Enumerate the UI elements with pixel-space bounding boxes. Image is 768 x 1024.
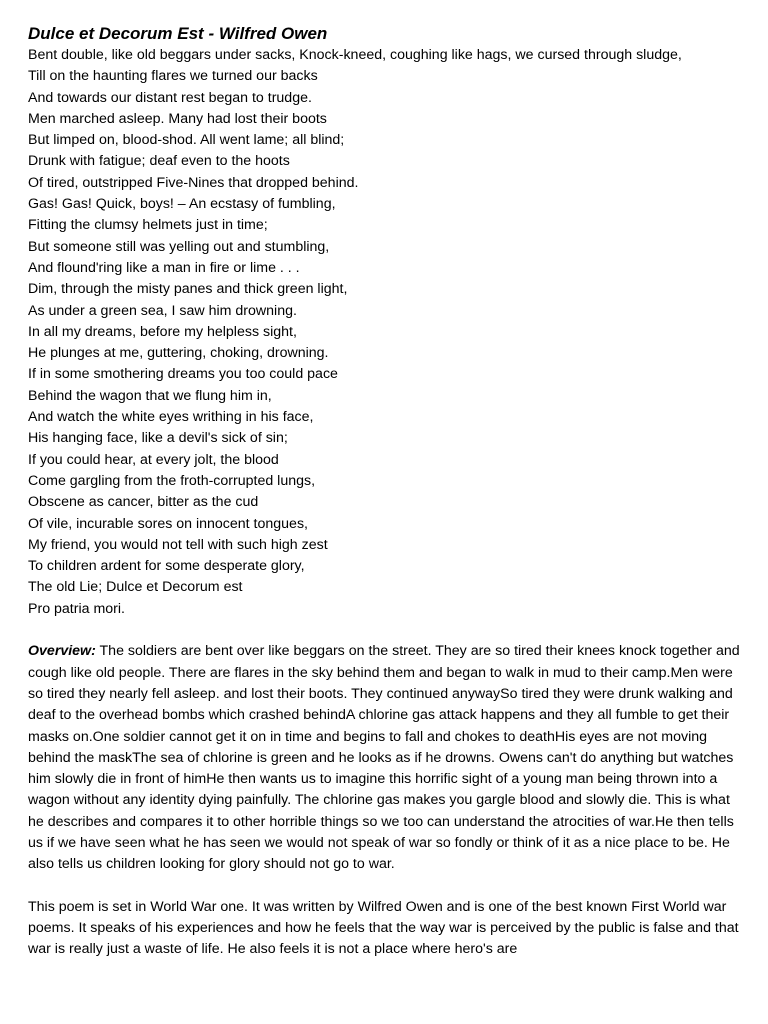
poem-line: His hanging face, like a devil's sick of sin; <box>28 430 288 447</box>
document-page <box>28 23 740 961</box>
poem-line: Fitting the clumsy helmets just in time; <box>28 217 268 234</box>
poem-line: Obscene as cancer, bitter as the cud <box>28 494 259 511</box>
poem-line: Come gargling from the froth-corrupted lungs, <box>28 472 316 489</box>
poem-line: Of tired, outstripped Five-Nines that dropped behind. <box>28 174 359 191</box>
poem-line: He plunges at me, guttering, choking, drowning. <box>28 345 329 362</box>
overview-text: The soldiers are bent over like beggars on the street. They are so tired their knees knock together and cough like old people. There are flares in the sky behind them and began to walk in mud to their camp.Men were so tired they nearly fell asleep. and lost their boots. They continued anywaySo tired they were drunk walking and deaf to the overhead bombs which crashed behindA chlorine gas attack happens and they all fumble to get their masks on.One soldier cannot get it on in time and begins to fall and chokes to deathHis eyes are not moving behind the maskThe sea of chlorine is green and he looks as if he drowns. Owens can't do anything but watches him slowly die in front of himHe then wants us to imagine this horrific sight of a young man being thrown into a wagon without any identity dying painfully. The chlorine gas makes you gargle blood and slowly die. This is what he describes and compares it to other horrible things so we too can understand the atrocities of war.He then tells us if we have seen what he has seen we would not speak of war so fondly or think of it as a nice place to be. He also tells us children looking for glory should not go to war. <box>28 643 740 873</box>
document-title: Dulce et Decorum Est - Wilfred Owen <box>28 24 328 43</box>
poem-text <box>28 45 740 620</box>
poem-line: And towards our distant rest began to trudge. <box>28 89 312 106</box>
poem-line: In all my dreams, before my helpless sight, <box>28 323 297 340</box>
poem-line: Dim, through the misty panes and thick green light, <box>28 281 348 298</box>
poem-line: If in some smothering dreams you too could pace <box>28 366 338 383</box>
poem-line: And watch the white eyes writhing in his face, <box>28 409 314 426</box>
paragraph-spacer <box>28 876 740 897</box>
poem-line: If you could hear, at every jolt, the blood <box>28 451 279 468</box>
poem-line: As under a green sea, I saw him drowning. <box>28 302 297 319</box>
poem-line: Gas! Gas! Quick, boys! – An ecstasy of fumbling, <box>28 196 336 213</box>
poem-line: Men marched asleep. Many had lost their boots <box>28 110 327 127</box>
poem-line: Pro patria mori. <box>28 600 125 617</box>
poem-line: To children ardent for some desperate glory, <box>28 558 305 575</box>
poem-line: Of vile, incurable sores on innocent tongues, <box>28 515 308 532</box>
poem-line: The old Lie; Dulce et Decorum est <box>28 579 243 596</box>
paragraph-spacer <box>28 620 740 641</box>
poem-line: Till on the haunting flares we turned our backs <box>28 68 318 85</box>
overview-label: Overview: <box>28 643 96 660</box>
context-paragraph: This poem is set in World War one. It was written by Wilfred Owen and is one of the best known First World war poems. It speaks of his experiences and how he feels that the way war is perceived by the public is false and that war is really just a waste of life. He also feels it is not a place where hero's are <box>28 898 739 958</box>
poem-line: My friend, you would not tell with such high zest <box>28 536 328 553</box>
poem-line: But someone still was yelling out and stumbling, <box>28 238 330 255</box>
overview-paragraph <box>28 641 740 875</box>
poem-line: And flound'ring like a man in fire or lime . . . <box>28 259 300 276</box>
poem-line: But limped on, blood-shod. All went lame; all blind; <box>28 132 345 149</box>
poem-line: Behind the wagon that we flung him in, <box>28 387 272 404</box>
poem-line: Bent double, like old beggars under sacks, Knock-kneed, coughing like hags, we cursed through sludge, <box>28 47 682 63</box>
poem-line: Drunk with fatigue; deaf even to the hoots <box>28 153 290 170</box>
